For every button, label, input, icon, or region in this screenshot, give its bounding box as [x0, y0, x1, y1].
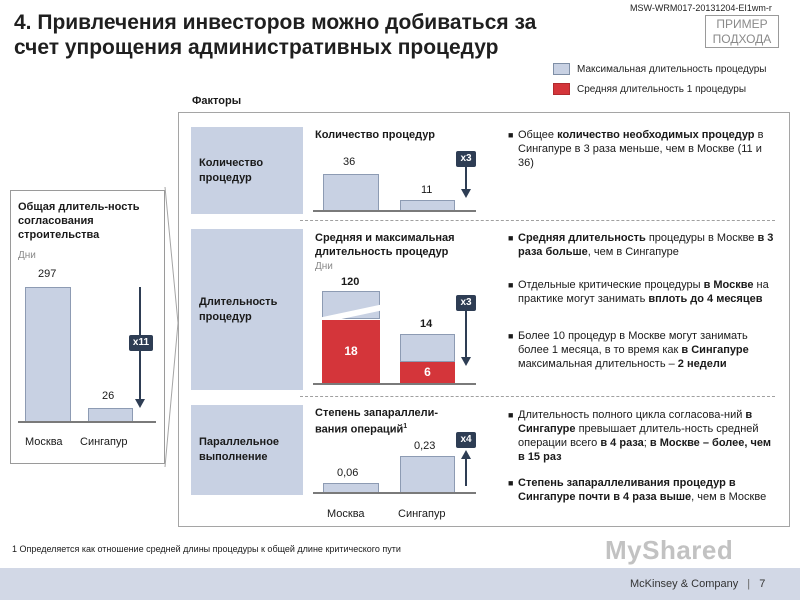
bullet-point: ■ Степень запараллеливания процедур в Сингапуре почти в 4 раза выше, чем в Москве [508, 477, 767, 503]
factor-procedures-count: Количество процедур [191, 127, 303, 214]
document-code: MSW-WRM017-20131204-EI1wm-r [630, 3, 772, 13]
category-label-moscow: Москва [25, 436, 63, 448]
footnote: 1 Определяется как отношение средней длины процедуры к общей длине критического пути [12, 544, 401, 554]
legend-swatch-avg [553, 83, 570, 95]
bar-label-singapore-parallel: 0,23 [414, 440, 436, 452]
bullet-point: ■ Общее количество необходимых процедур в Сингапуре в 3 раза меньше, чем в Москве (11 и 36) [508, 129, 764, 169]
bar-moscow-avg: 18 [322, 320, 380, 383]
bar-label-singapore-count: 11 [421, 184, 433, 196]
category-label-singapore: Сингапур [398, 508, 446, 520]
factor-parallel-execution: Параллельное выполнение [191, 405, 303, 495]
chart-title-parallelization: Степень запараллели-вания операций$^1$ [315, 407, 439, 436]
page-title: 4. Привлечения инвесторов можно добиваться за счет упрощения административных процедур [14, 11, 537, 59]
legend-label-max: Максимальная длительность процедуры [577, 64, 767, 75]
chart-title-procedures-duration: Средняя и максимальная длительность процедур [315, 232, 455, 258]
ratio-arrow [465, 305, 467, 358]
total-duration-title: Общая длитель-ность согласования строительства [18, 201, 140, 241]
example-stamp: ПРИМЕР ПОДХОДА [705, 15, 779, 48]
chart-title-procedures-count: Количество процедур [315, 129, 435, 141]
bullet-point: ■ Длительность полного цикла согласова-ний в Сингапуре превышает длитель-ность средней операции всего в 4 раза; в Москве – более, чем в 15 раз [508, 409, 771, 463]
chart-baseline [313, 210, 476, 212]
multiplier-badge: x4 [456, 432, 476, 448]
ratio-arrow-head [135, 399, 145, 408]
category-label-moscow: Москва [327, 508, 365, 520]
bar-singapore-max [400, 334, 455, 362]
watermark: MyShared [605, 535, 734, 565]
chart-baseline [18, 421, 156, 423]
bullet-point: ■ Более 10 процедур в Москве могут занимать более 1 месяца, в то время как в Сингапуре максимальная длительность – 2 недели [508, 330, 749, 370]
bar-label-moscow-total: 297 [38, 268, 57, 280]
ratio-arrow-head [461, 357, 471, 366]
bar-singapore-avg: 6 [400, 362, 455, 383]
company-name: McKinsey & Company [630, 578, 739, 590]
total-duration-unit: Дни [18, 250, 36, 261]
row-separator [300, 220, 775, 221]
bar-label-singapore-max: 14 [420, 318, 433, 330]
ratio-arrow-head [461, 189, 471, 198]
chart-baseline [313, 383, 476, 385]
legend-swatch-max [553, 63, 570, 75]
bullet-point: ■ Отдельные критические процедуры в Москве на практике могут занимать вплоть до 4 месяцев [508, 279, 769, 305]
footer: McKinsey & Company | 7 [630, 578, 766, 590]
multiplier-badge: x11 [129, 335, 153, 351]
bar-singapore-parallel [400, 456, 455, 493]
category-label-singapore: Сингапур [80, 436, 128, 448]
ratio-arrow [465, 458, 467, 486]
multiplier-badge: x3 [456, 295, 476, 311]
bar-moscow-total [25, 287, 71, 422]
bar-label-moscow-max: 120 [341, 276, 360, 288]
row-separator [300, 396, 775, 397]
multiplier-badge: x3 [456, 151, 476, 167]
bar-label-moscow-parallel: 0,06 [337, 467, 359, 479]
page-number: 7 [759, 578, 766, 590]
factor-procedures-duration: Длительность процедур [191, 229, 303, 390]
chart-baseline [313, 492, 476, 494]
bar-label-moscow-count: 36 [343, 156, 356, 168]
factors-title: Факторы [192, 95, 242, 107]
chart-unit-duration: Дни [315, 261, 333, 272]
ratio-arrow-head [461, 450, 471, 459]
bar-moscow-count [323, 174, 379, 211]
ratio-arrow [465, 165, 467, 190]
bar-singapore-total [88, 408, 133, 422]
bullet-point: ■ Средняя длительность процедуры в Москве в 3 раза больше, чем в Сингапуре [508, 232, 774, 258]
legend-label-avg: Средняя длительность 1 процедуры [577, 84, 747, 95]
bar-label-singapore-total: 26 [102, 390, 115, 402]
